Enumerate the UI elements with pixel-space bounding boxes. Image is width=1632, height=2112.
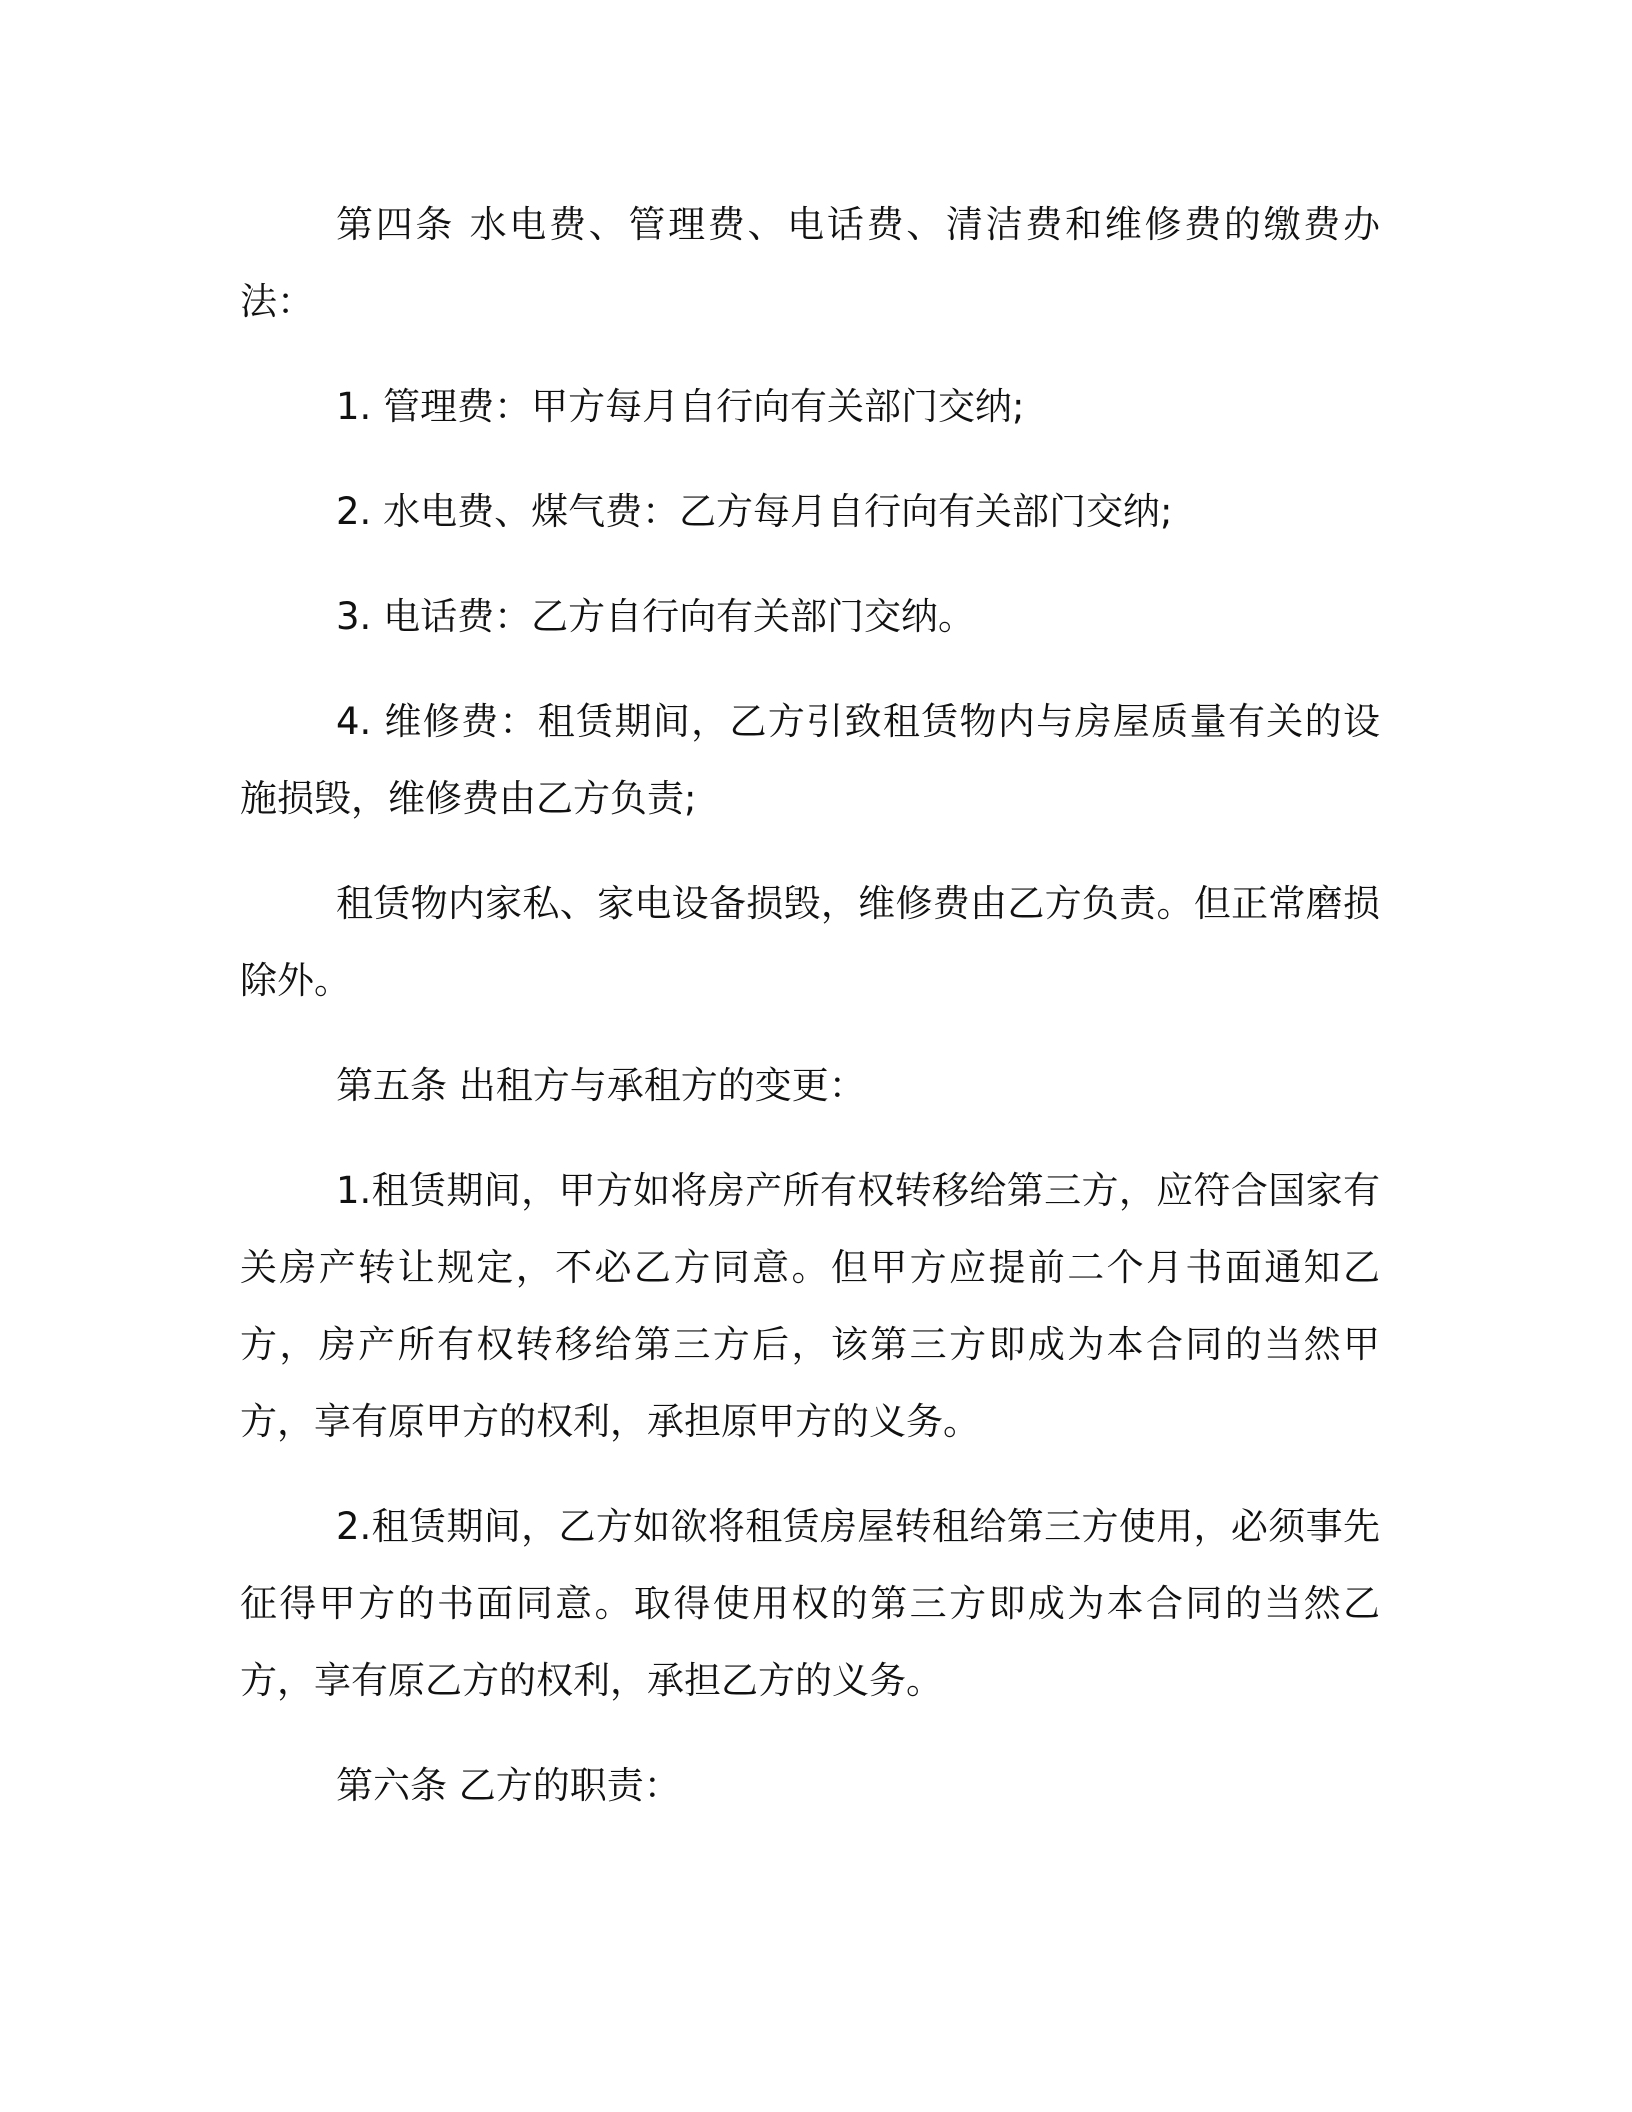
article-4-heading: 第四条 水电费、管理费、电话费、清洁费和维修费的缴费办法： (240, 203, 1380, 323)
article-5-heading: 第五条 出租方与承租方的变更： (336, 1064, 866, 1107)
article-6-heading: 第六条 乙方的职责： (336, 1764, 681, 1807)
document-body (240, 186, 1380, 1852)
article-4-item-4-note: 租赁物内家私、家电设备损毁，维修费由乙方负责。但正常磨损除外。 (240, 882, 1380, 1002)
article-5-item-2: 2.租赁期间，乙方如欲将租赁房屋转租给第三方使用，必须事先征得甲方的书面同意。取得使用权的第三方即成为本合同的当然乙方，享有原乙方的权利，承担乙方的义务。 (240, 1505, 1380, 1702)
article-4-item-1: 1. 管理费：甲方每月自行向有关部门交纳; (336, 385, 1025, 428)
article-5-item-1: 1.租赁期间，甲方如将房产所有权转移给第三方，应符合国家有关房产转让规定，不必乙方同意。但甲方应提前二个月书面通知乙方，房产所有权转移给第三方后，该第三方即成为本合同的当然甲方，享有原甲方的权利，承担原甲方的义务。 (240, 1169, 1380, 1443)
article-4-item-4: 4. 维修费：租赁期间，乙方引致租赁物内与房屋质量有关的设施损毁，维修费由乙方负责; (240, 700, 1380, 820)
article-4-item-3: 3. 电话费：乙方自行向有关部门交纳。 (336, 595, 976, 638)
article-4-item-2: 2. 水电费、煤气费：乙方每月自行向有关部门交纳; (336, 490, 1173, 533)
